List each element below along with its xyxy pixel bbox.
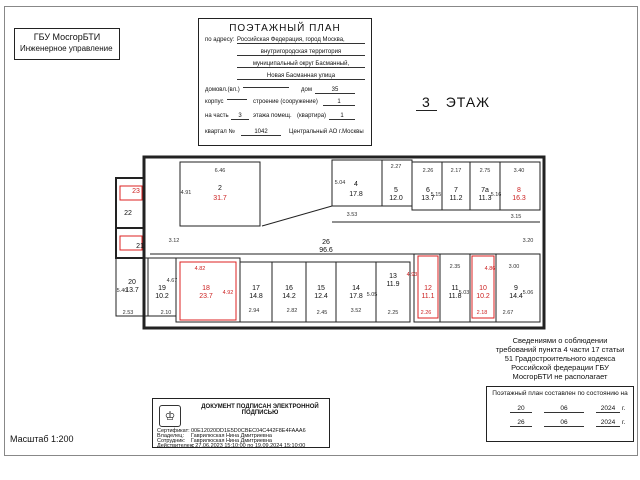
room-area: 17.8 — [349, 293, 363, 300]
date2-month: 06 — [544, 419, 584, 427]
room-label: 14 — [352, 285, 360, 292]
date1-day: 20 — [510, 405, 532, 413]
date1-month: 06 — [544, 405, 584, 413]
dimension: 2.82 — [286, 308, 298, 314]
owner-value: Гаврилюская Нина Дмитриевна — [191, 433, 272, 439]
room-area: 12.4 — [314, 293, 328, 300]
room-label: 6 — [426, 187, 430, 194]
room-label: 12 — [424, 285, 432, 292]
room-label: 21 — [136, 243, 144, 250]
dom-value: 35 — [315, 87, 355, 94]
room-label: 18 — [202, 285, 210, 292]
korpus-label: корпус — [205, 99, 224, 105]
date2-suffix: г. — [622, 419, 626, 426]
room-area: 96.6 — [319, 247, 333, 254]
dimension: 4.67 — [166, 278, 178, 284]
state-box-title: Поэтажный план составлен по состоянию на — [492, 390, 628, 397]
room-label: 19 — [158, 285, 166, 292]
dimension: 2.53 — [122, 310, 134, 316]
dimension: 2.35 — [449, 264, 461, 270]
room-label: 7 — [454, 187, 458, 194]
compliance-note: Сведениями о соблюдении требований пункта 4 части 17 статьи 51 Градостроительного кодекса Российской федерации ГБУ МосгорБТИ не располагает — [495, 336, 625, 381]
room-label: 8 — [517, 187, 521, 194]
room-label: 9 — [514, 285, 518, 292]
dimension: 5.04 — [334, 180, 346, 186]
room-area: 31.7 — [213, 195, 227, 202]
org-department: Инженерное управление — [20, 44, 113, 53]
room-area: 11.9 — [386, 281, 400, 288]
stroenie-label: строение (сооружение) — [253, 99, 318, 105]
part-label: на часть — [205, 113, 229, 119]
dimension: 4.93 — [406, 272, 418, 278]
room-area: 11.1 — [421, 293, 435, 300]
floor-label: этажа помещ. — [253, 113, 292, 119]
room-label: 10 — [479, 285, 487, 292]
dimension: 5.16 — [490, 192, 502, 198]
date1-suffix: г. — [622, 405, 626, 412]
scale-label: Масштаб 1:200 — [10, 434, 74, 444]
room-area: 13.7 — [125, 287, 139, 294]
floor-label: ЭТАЖ — [445, 94, 491, 110]
signature-box — [152, 398, 330, 448]
stroenie-value: 1 — [323, 99, 355, 106]
stamp-title: ПОЭТАЖНЫЙ ПЛАН — [229, 23, 341, 34]
owner-label: Владелец: — [157, 433, 184, 439]
part-value: 3 — [231, 113, 249, 120]
room-label: 4 — [354, 181, 358, 188]
room-area: 11.2 — [449, 195, 463, 202]
corridor-wall-top — [262, 206, 332, 226]
room-area: 17.8 — [349, 191, 363, 198]
room-label: 5 — [394, 187, 398, 194]
dimension: 3.00 — [508, 264, 520, 270]
room-area: 14.2 — [282, 293, 296, 300]
room-label: 23 — [132, 188, 140, 195]
cert-label: Сертификат: — [157, 428, 190, 434]
org-name: ГБУ МосгорБТИ — [33, 32, 101, 42]
room-label: 26 — [322, 239, 330, 246]
apt-label: (квартира) — [297, 113, 327, 119]
dimension: 3.20 — [522, 238, 534, 244]
house-label: домовл.(вл.) — [205, 87, 240, 93]
dimension: 4.91 — [180, 190, 192, 196]
valid-label: Действителен: — [157, 443, 195, 449]
cert-value: 00E12020DD1E5D0CBEC04C442F8E4FAAA6 — [191, 428, 306, 434]
dimension: 2.27 — [390, 164, 402, 170]
dimension: 4.82 — [194, 266, 206, 272]
address-line-1: Российская Федерация, город Москва, — [237, 37, 365, 44]
room-area: 14.8 — [249, 293, 263, 300]
room-area: 11.8 — [448, 293, 462, 300]
dimension: 5.15 — [430, 192, 442, 198]
kvartal-label: квартал № — [205, 129, 235, 135]
room-label: 7а — [481, 187, 489, 194]
state-date-box — [486, 386, 634, 442]
room-label: 13 — [389, 273, 397, 280]
date1-year: 2024 — [596, 405, 620, 413]
room-area: 10.2 — [155, 293, 169, 300]
dimension: 6.46 — [214, 168, 226, 174]
room-area: 11.3 — [478, 195, 492, 202]
room-area: 16.3 — [512, 195, 526, 202]
dimension: 5.40 — [116, 288, 128, 294]
room-area: 12.0 — [389, 195, 403, 202]
dimension: 2.75 — [479, 168, 491, 174]
dimension: 4.92 — [222, 290, 234, 296]
dom-label: дом — [301, 87, 312, 93]
dimension: 2.25 — [387, 310, 399, 316]
room-label: 17 — [252, 285, 260, 292]
apt-value: 1 — [329, 113, 355, 120]
address-line-3: муниципальный округ Басманный, — [237, 61, 365, 68]
dimension: 5.05 — [366, 292, 378, 298]
room-area: 14.4 — [509, 293, 523, 300]
dimension: 2.67 — [502, 310, 514, 316]
dimension: 3.15 — [510, 214, 522, 220]
district: Центральный АО г.Москвы — [289, 129, 364, 135]
kvartal-value: 1042 — [241, 129, 281, 136]
room-area: 10.2 — [476, 293, 490, 300]
employee-value: Гаврилюская Нина Дмитриевна — [191, 438, 272, 444]
room-area: 23.7 — [199, 293, 213, 300]
dimension: 3.12 — [168, 238, 180, 244]
address-label: по адресу: — [205, 37, 235, 43]
address-line-2: внутригородская территория — [237, 49, 365, 56]
room-label: 11 — [451, 285, 459, 292]
floor-number: 3 — [416, 94, 437, 111]
date2-day: 26 — [510, 419, 532, 427]
dimension: 3.52 — [350, 308, 362, 314]
room-label: 16 — [285, 285, 293, 292]
room-label: 22 — [124, 210, 132, 217]
dimension: 2.10 — [160, 310, 172, 316]
address-line-4: Новая Басманная улица — [237, 73, 365, 80]
dimension: 5.06 — [522, 290, 534, 296]
dimension: 2.18 — [476, 310, 488, 316]
dimension: 4.86 — [484, 266, 496, 272]
room-label: 2 — [218, 185, 222, 192]
room-area: 13.7 — [421, 195, 435, 202]
dimension: 2.94 — [248, 308, 260, 314]
date2-year: 2024 — [596, 419, 620, 427]
dimension: 2.26 — [420, 310, 432, 316]
dimension: 2.17 — [450, 168, 462, 174]
dimension: 2.45 — [316, 310, 328, 316]
dimension: 3.53 — [346, 212, 358, 218]
employee-label: Сотрудник: — [157, 438, 186, 444]
room-label: 15 — [317, 285, 325, 292]
room-label: 20 — [128, 279, 136, 286]
emblem-icon: ♔ — [159, 405, 181, 427]
signature-title: ДОКУМЕНТ ПОДПИСАН ЭЛЕКТРОННОЙ ПОДПИСЬЮ — [201, 404, 319, 416]
dimension: 3.40 — [513, 168, 525, 174]
dimension: 2.26 — [422, 168, 434, 174]
valid-value: с 27.06.2023 15:10:00 по 19.09.2024 15:10:00 — [191, 443, 306, 449]
dimension: 5.03 — [458, 290, 470, 296]
